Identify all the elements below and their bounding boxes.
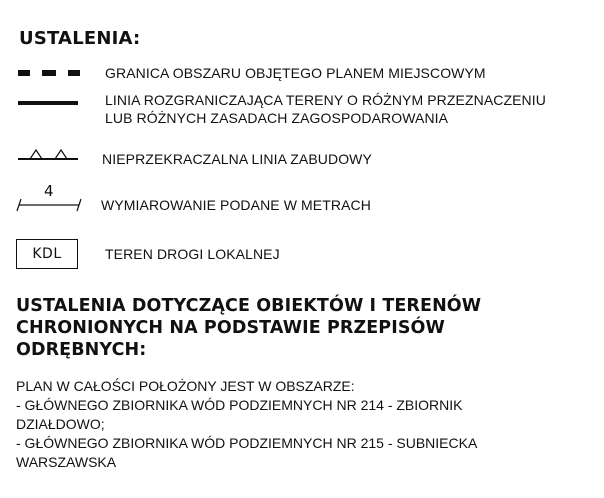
- legend-label-local-road: TEREN DROGI LOKALNEJ: [105, 246, 280, 262]
- legend-label-dividing-line-2: LUB RÓŻNYCH ZASADACH ZAGOSPODAROWANIA: [105, 110, 449, 126]
- section-title-line-2: CHRONIONYCH NA PODSTAWIE PRZEPISÓW: [16, 318, 445, 338]
- section-body-line-5: WARSZAWSKA: [16, 454, 117, 470]
- legend-label-dividing-line-1: LINIA ROZGRANICZAJĄCA TERENY O RÓŻNYM PRZEZNACZENIU: [105, 92, 546, 108]
- legend-label-dimension: WYMIAROWANIE PODANE W METRACH: [101, 197, 371, 213]
- local-road-symbol: KDL: [16, 239, 78, 269]
- section-title-line-3: ODRĘBNYCH:: [16, 340, 147, 360]
- section-body-line-3: DZIAŁDOWO;: [16, 416, 105, 432]
- section-body-line-4: - GŁÓWNEGO ZBIORNIKA WÓD PODZIEMNYCH NR 215 - SUBNIECKA: [16, 435, 478, 451]
- dividing-line-symbol: [18, 101, 78, 107]
- section-body-line-1: PLAN W CAŁOŚCI POŁOŻONY JEST W OBSZARZE:: [16, 378, 355, 394]
- section-title-line-1: USTALENIA DOTYCZĄCE OBIEKTÓW I TERENÓW: [16, 296, 482, 316]
- building-line-symbol: [18, 147, 78, 163]
- page-title: USTALENIA:: [19, 28, 141, 49]
- boundary-line-symbol: [18, 68, 78, 78]
- dimension-symbol: [16, 196, 82, 216]
- dimension-value: 4: [44, 182, 54, 200]
- legend-label-building-line: NIEPRZEKRACZALNA LINIA ZABUDOWY: [102, 151, 372, 167]
- legend-label-boundary: GRANICA OBSZARU OBJĘTEGO PLANEM MIEJSCOWYM: [105, 65, 486, 81]
- section-body-line-2: - GŁÓWNEGO ZBIORNIKA WÓD PODZIEMNYCH NR 214 - ZBIORNIK: [16, 397, 463, 413]
